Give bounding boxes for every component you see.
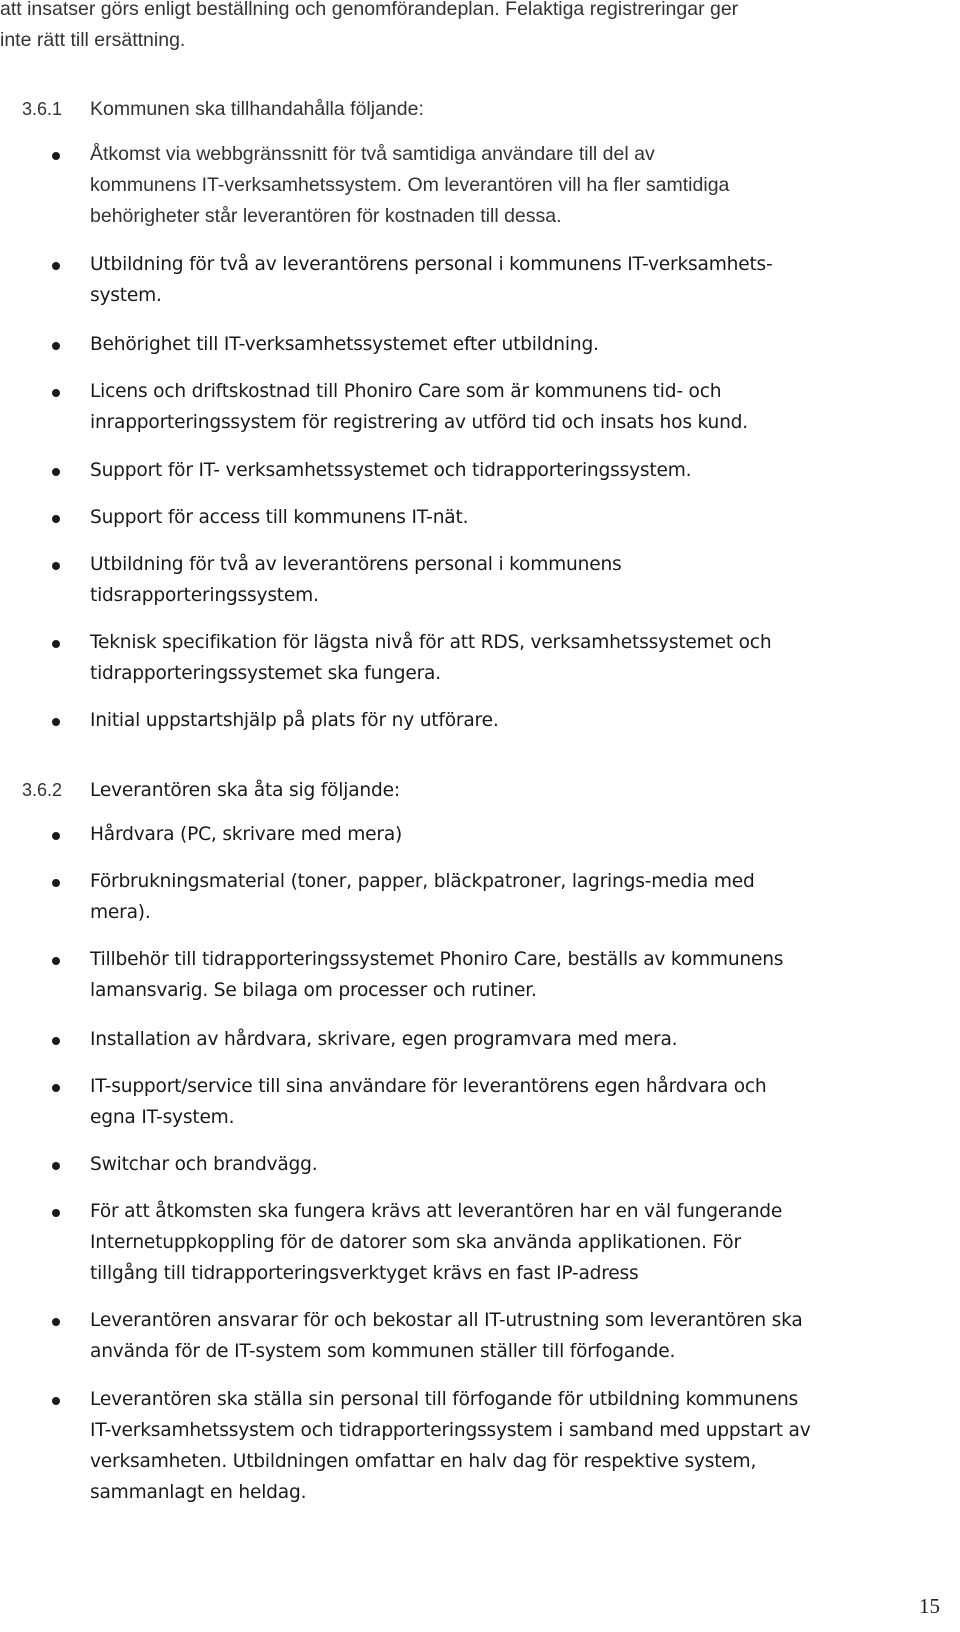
bullet-icon (52, 389, 60, 397)
list-item-line: Initial uppstartshjälp på plats för ny utförare. (90, 710, 499, 731)
list-item-line: Utbildning för två av leverantörens personal i kommunens IT-verksamhets- (90, 254, 773, 275)
bullet-icon (52, 515, 60, 523)
list-item-line: Åtkomst via webbgränssnitt för två samtidiga användare till del av (90, 143, 655, 165)
list-item-line: Internetuppkoppling för de datorer som ska använda applikationen. För (90, 1232, 741, 1253)
list-item-line: För att åtkomsten ska fungera krävs att leverantören har en väl fungerande (90, 1201, 783, 1222)
list-item (90, 1196, 950, 1289)
bullet-icon (52, 562, 60, 570)
bullet-icon (52, 1397, 60, 1405)
list-item-line: Leverantören ansvarar för och bekostar all IT-utrustning som leverantören ska (90, 1310, 803, 1331)
bullet-icon (52, 342, 60, 350)
bullet-icon (52, 1084, 60, 1092)
list-item-line: Licens och driftskostnad till Phoniro Care som är kommunens tid- och (90, 381, 722, 402)
list-item-line: Leverantören ska ställa sin personal till förfogande för utbildning kommunens (90, 1389, 799, 1410)
bullet-icon (52, 957, 60, 965)
list-item (90, 1149, 950, 1180)
list-item-line: sammanlagt en heldag. (90, 1482, 307, 1503)
list-item-line: egna IT-system. (90, 1107, 235, 1128)
list-item-line: inrapporteringssystem för registrering av utförd tid och insats hos kund. (90, 412, 748, 433)
list-item-line: behörigheter står leverantören för kostnaden till dessa. (90, 205, 562, 227)
list-item-line: mera). (90, 902, 151, 923)
list-item (90, 329, 950, 360)
list-item-line: IT-verksamhetssystem och tidrapporteringssystem i samband med uppstart av (90, 1420, 811, 1441)
list-item (90, 866, 950, 928)
list-item (90, 549, 950, 611)
list-item-line: tidsrapporteringssystem. (90, 585, 319, 606)
list-item-line: Förbrukningsmaterial (toner, papper, bläckpatroner, lagrings-media med (90, 871, 755, 892)
list-item-line: kommunens IT-verksamhetssystem. Om leverantören vill ha fler samtidiga (90, 174, 730, 196)
list-item (90, 455, 950, 486)
list-item-line: lamansvarig. Se bilaga om processer och rutiner. (90, 980, 537, 1001)
intro-line: att insatser görs enligt beställning och genomförandeplan. Felaktiga registreringar ger (0, 0, 739, 20)
list-item-line: tidrapporteringssystemet ska fungera. (90, 663, 441, 684)
list-item-line: Hårdvara (PC, skrivare med mera) (90, 824, 403, 845)
list-item (90, 705, 950, 736)
list-item-line: verksamheten. Utbildningen omfattar en halv dag för respektive system, (90, 1451, 757, 1472)
bullet-icon (52, 1037, 60, 1045)
page-number: 15 (919, 1594, 940, 1618)
bullet-icon (52, 1162, 60, 1170)
list-item-line: Installation av hårdvara, skrivare, egen programvara med mera. (90, 1029, 678, 1050)
bullet-icon (52, 832, 60, 840)
section-title: Kommunen ska tillhandahålla följande: (90, 98, 424, 120)
list-item (90, 502, 950, 533)
list-item-line: Support för IT- verksamhetssystemet och tidrapporteringssystem. (90, 460, 692, 481)
list-item-line: tillgång till tidrapporteringsverktyget krävs en fast IP-adress (90, 1263, 639, 1284)
bullet-icon (52, 718, 60, 726)
list-item (90, 1305, 950, 1367)
section-title: Leverantören ska åta sig följande: (90, 780, 400, 801)
bullet-icon (52, 262, 60, 270)
list-item-line: IT-support/service till sina användare för leverantörens egen hårdvara och (90, 1076, 767, 1097)
list-item (90, 376, 950, 438)
intro-paragraph (0, 0, 738, 56)
bullet-icon (52, 640, 60, 648)
list-item-line: Switchar och brandvägg. (90, 1154, 318, 1175)
list-item (90, 819, 950, 850)
list-item (90, 944, 950, 1006)
bullet-icon (52, 468, 60, 476)
list-item-line: Tillbehör till tidrapporteringssystemet Phoniro Care, beställs av kommunens (90, 949, 784, 970)
section-number: 3.6.2 (22, 780, 63, 800)
list-item-line: system. (90, 285, 162, 306)
list-item-line: Teknisk specifikation för lägsta nivå för att RDS, verksamhetssystemet och (90, 632, 772, 653)
list-item (90, 1384, 950, 1508)
list-item (90, 1071, 950, 1133)
list-item-line: Support för access till kommunens IT-nät. (90, 507, 469, 528)
bullet-icon (52, 879, 60, 887)
list-item (90, 249, 950, 311)
intro-line: inte rätt till ersättning. (0, 29, 186, 51)
list-item-line: Behörighet till IT-verksamhetssystemet efter utbildning. (90, 334, 599, 355)
bullet-icon (52, 152, 60, 160)
bullet-icon (52, 1318, 60, 1326)
list-item-line: använda för de IT-system som kommunen ställer till förfogande. (90, 1341, 676, 1362)
section-number: 3.6.1 (22, 99, 63, 119)
list-item-line: Utbildning för två av leverantörens personal i kommunens (90, 554, 622, 575)
list-item (90, 139, 950, 232)
list-item (90, 1024, 950, 1055)
list-item (90, 627, 950, 689)
bullet-icon (52, 1209, 60, 1217)
